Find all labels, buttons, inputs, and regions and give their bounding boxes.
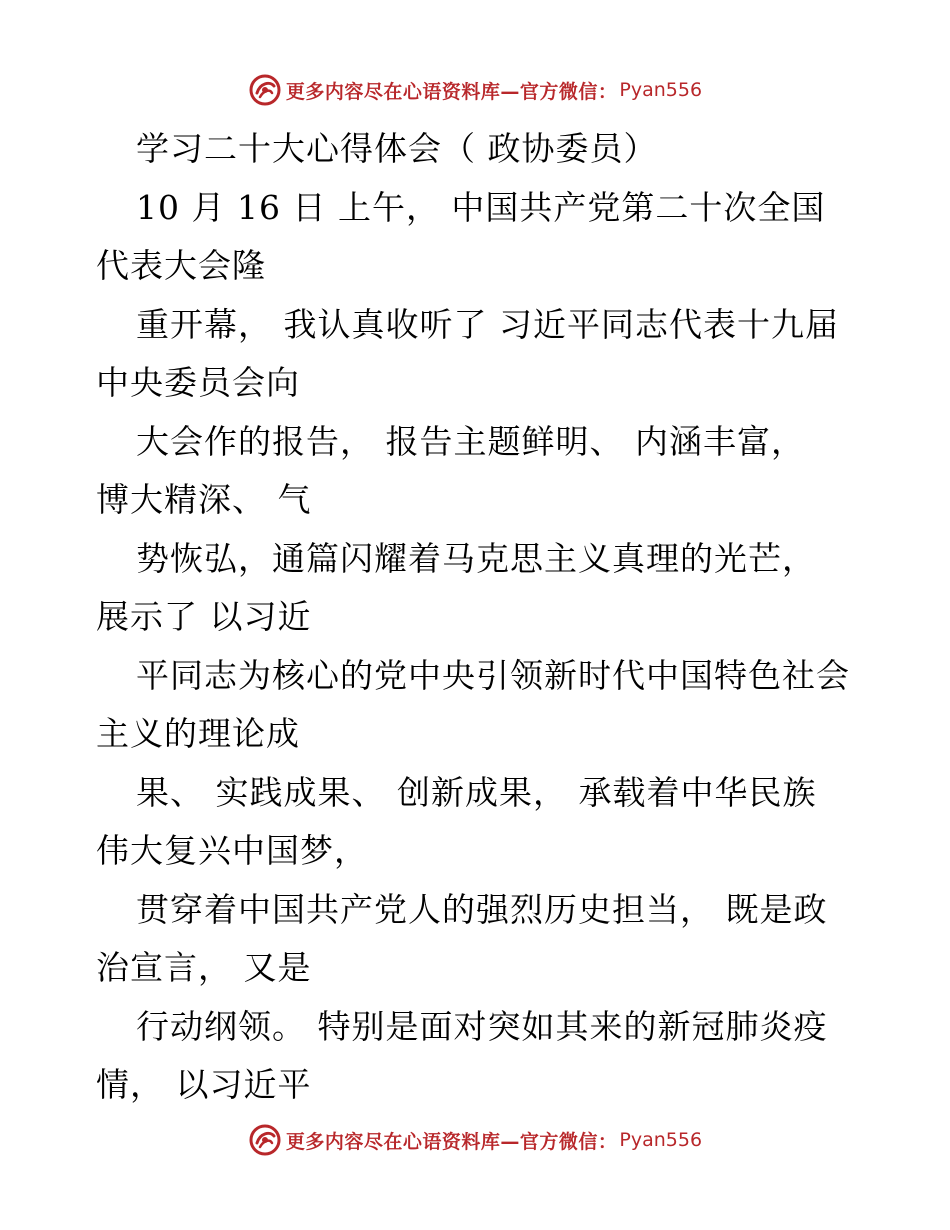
document-line: 博大精深、 气: [96, 480, 312, 519]
document-line: 学习二十大心得体会（ 政协委员）: [136, 129, 658, 168]
banner-text: 更多内容尽在心语资料库—官方微信：: [285, 1130, 618, 1153]
document-body: [96, 120, 876, 1115]
banner-wechat-id: Pyan556: [619, 1129, 703, 1151]
document-line: 重开幕， 我认真收听了 习近平同志代表十九届: [136, 304, 839, 344]
document-line: 平同志为核心的党中央引领新时代中国特色社会: [136, 655, 850, 695]
document-line: 贯穿着中国共产党人的强烈历史担当， 既是政: [136, 889, 828, 929]
document-line: 代表大会隆: [96, 246, 266, 285]
red-swirl-logo-icon: [248, 73, 282, 107]
footer-banner: [0, 1120, 950, 1160]
document-line: 情， 以习近平: [96, 1065, 312, 1104]
document-line: 大会作的报告， 报告主题鲜明、 内涵丰富，: [136, 421, 805, 461]
document-line: 行动纲领。 特别是面对突如其来的新冠肺炎疫: [136, 1006, 828, 1046]
document-line: 展示了 以习近: [96, 597, 312, 636]
banner-text: 更多内容尽在心语资料库—官方微信：: [285, 80, 618, 103]
document-line: 中央委员会向: [96, 363, 300, 402]
document-line: 果、 实践成果、 创新成果， 承载着中华民族: [136, 772, 817, 812]
document-line: 势恢弘，通篇闪耀着马克思主义真理的光芒，: [136, 538, 816, 578]
document-line: 治宣言， 又是: [96, 948, 312, 987]
header-banner: [0, 70, 950, 110]
document-line: 10 月 16 日 上午， 中国共产党第二十次全国: [136, 187, 826, 227]
document-line: 伟大复兴中国梦，: [96, 831, 368, 870]
banner-wechat-id: Pyan556: [619, 79, 703, 101]
document-line: 主义的理论成: [96, 714, 300, 753]
red-swirl-logo-icon: [248, 1123, 282, 1157]
